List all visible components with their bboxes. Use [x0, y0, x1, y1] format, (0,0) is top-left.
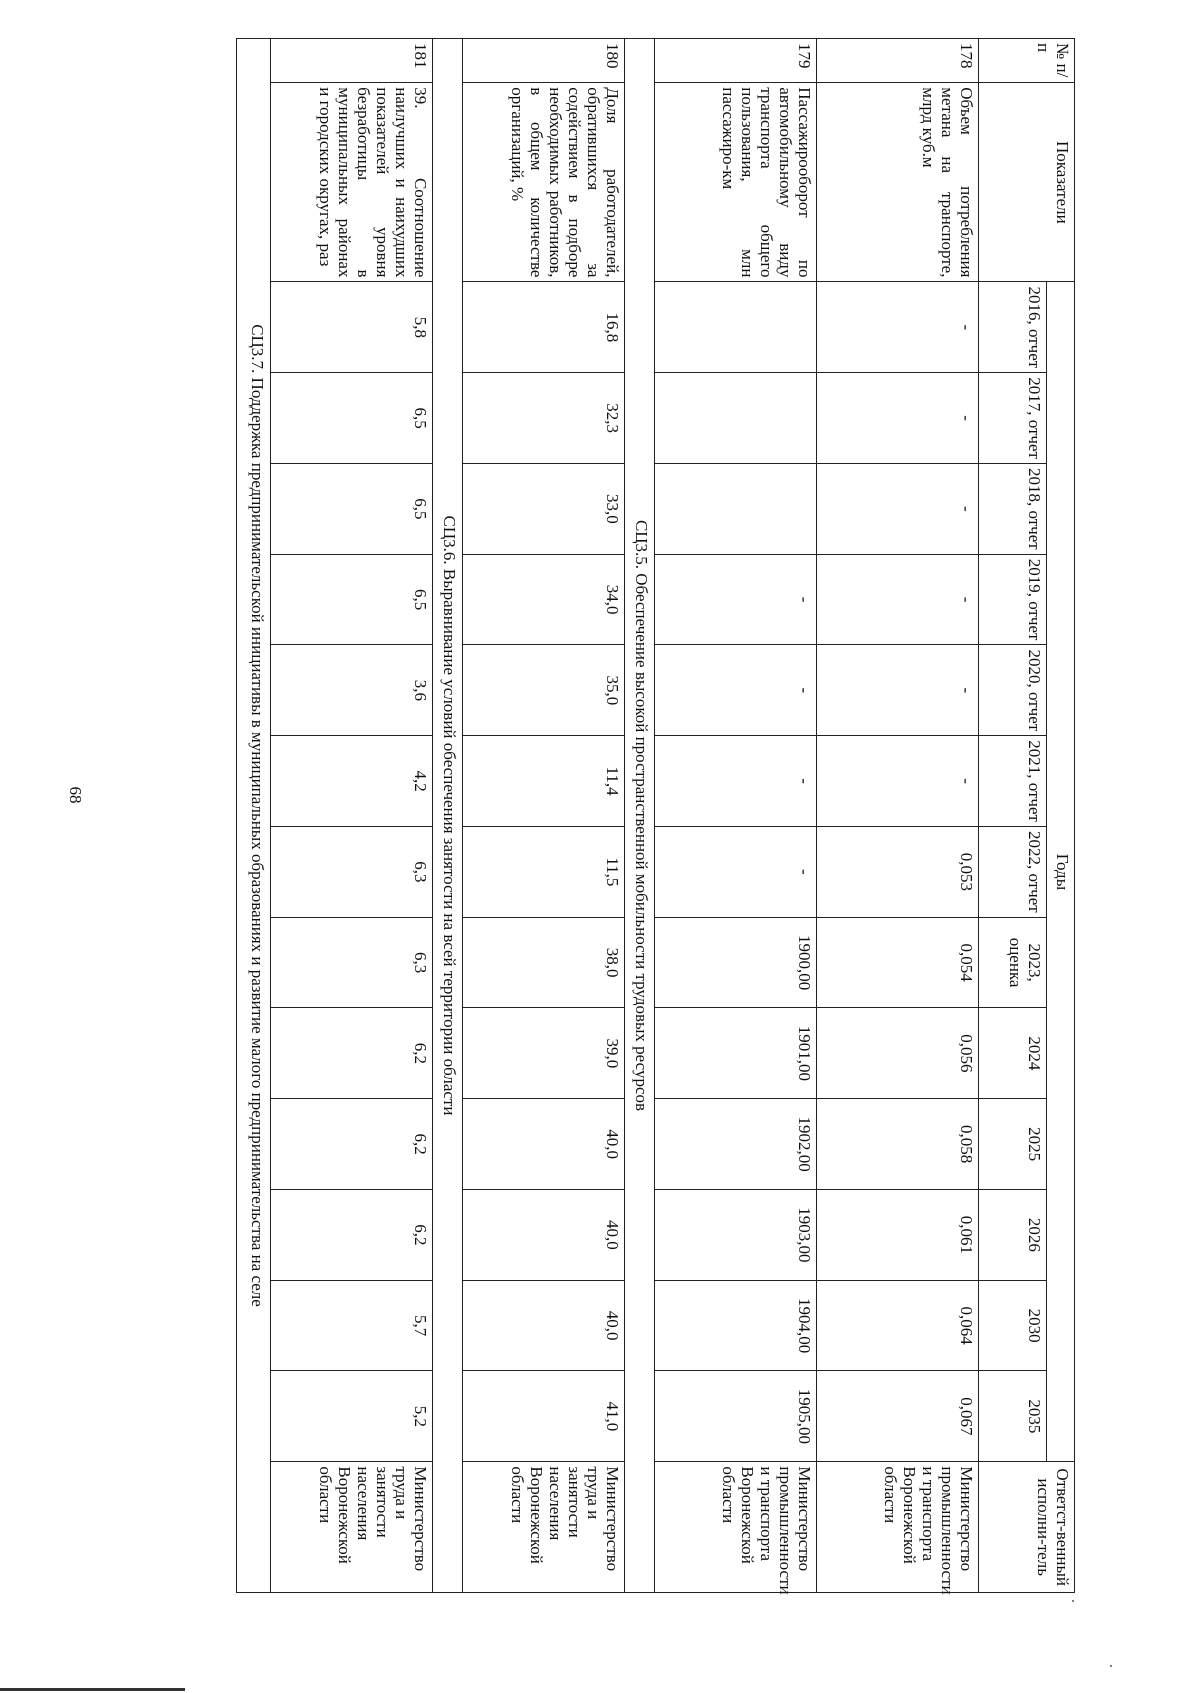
row-value: 0,064: [817, 1280, 979, 1371]
row-value: -: [817, 373, 979, 464]
header-years: Годы: [1047, 282, 1075, 1462]
table-row: [271, 39, 433, 1593]
row-value: [655, 373, 817, 464]
year-col-header: 2017, отчет: [979, 373, 1047, 464]
table-row: [655, 39, 817, 1593]
section-title: СЦ3.5. Обеспечение высокой пространственной мобильности трудовых ресурсов: [625, 39, 655, 1593]
row-value: 34,0: [463, 554, 625, 645]
row-value: 40,0: [463, 1189, 625, 1280]
indicators-table: [236, 38, 1075, 1593]
row-number: 179: [655, 39, 817, 83]
row-value: 1900,00: [655, 917, 817, 1008]
row-value: 1904,00: [655, 1280, 817, 1371]
row-value: 5,8: [271, 282, 433, 373]
year-col-header: 2024: [979, 1008, 1047, 1099]
row-responsible: Министерство промышленности и транспорта Воронежской области: [655, 1462, 817, 1593]
row-value: 38,0: [463, 917, 625, 1008]
year-col-header: 2026: [979, 1189, 1047, 1280]
row-value: 6,5: [271, 463, 433, 554]
row-value: 3,6: [271, 645, 433, 736]
year-col-header: 2030: [979, 1280, 1047, 1371]
row-value: 1902,00: [655, 1099, 817, 1190]
scan-edge-line: [0, 1688, 185, 1691]
table-row: [463, 39, 625, 1593]
row-value: 0,053: [817, 826, 979, 917]
row-value: 6,3: [271, 826, 433, 917]
year-col-header: 2016, отчет: [979, 282, 1047, 373]
row-number: 178: [817, 39, 979, 83]
row-value: 40,0: [463, 1099, 625, 1190]
row-responsible: Министерство промышленности и транспорта Воронежской области: [817, 1462, 979, 1593]
row-value: 5,7: [271, 1280, 433, 1371]
row-value: -: [817, 282, 979, 373]
row-value: 6,5: [271, 554, 433, 645]
row-value: 0,054: [817, 917, 979, 1008]
year-col-header: 2035: [979, 1371, 1047, 1462]
year-col-header: 2023, оценка: [979, 917, 1047, 1008]
year-col-header: 2025: [979, 1099, 1047, 1190]
row-value: 39,0: [463, 1008, 625, 1099]
row-value: -: [655, 736, 817, 827]
row-value: 0,058: [817, 1099, 979, 1190]
page-number: 68: [66, 786, 85, 804]
header-responsible: Ответст-венный исполни-тель: [979, 1462, 1075, 1593]
year-col-header: 2022, отчет: [979, 826, 1047, 917]
scan-speck: [1072, 1600, 1074, 1602]
row-value: -: [655, 826, 817, 917]
row-value: 5,2: [271, 1371, 433, 1462]
year-col-header: 2021, отчет: [979, 736, 1047, 827]
row-value: 33,0: [463, 463, 625, 554]
section-row: [237, 39, 271, 1593]
row-value: 4,2: [271, 736, 433, 827]
row-value: 32,3: [463, 373, 625, 464]
header-indicators: Показатели: [979, 83, 1075, 282]
row-value: -: [817, 463, 979, 554]
row-value: 6,3: [271, 917, 433, 1008]
row-value: 1903,00: [655, 1189, 817, 1280]
row-responsible: Министерство труда и занятости населения Воронежской области: [271, 1462, 433, 1593]
section-row: [433, 39, 463, 1593]
row-number: 180: [463, 39, 625, 83]
row-value: 1905,00: [655, 1371, 817, 1462]
row-value: 1901,00: [655, 1008, 817, 1099]
row-value: -: [817, 645, 979, 736]
section-row: [625, 39, 655, 1593]
header-no: № п/п: [979, 39, 1075, 83]
row-value: 16,8: [463, 282, 625, 373]
row-value: 0,056: [817, 1008, 979, 1099]
row-value: 40,0: [463, 1280, 625, 1371]
row-value: 0,061: [817, 1189, 979, 1280]
row-value: [655, 282, 817, 373]
table-header: [979, 39, 1075, 1593]
row-value: 6,2: [271, 1099, 433, 1190]
row-value: 41,0: [463, 1371, 625, 1462]
row-value: [655, 463, 817, 554]
row-value: 6,5: [271, 373, 433, 464]
row-value: -: [655, 645, 817, 736]
row-value: -: [817, 736, 979, 827]
row-value: -: [655, 554, 817, 645]
table-row: [817, 39, 979, 1593]
row-value: 6,2: [271, 1189, 433, 1280]
row-value: 35,0: [463, 645, 625, 736]
table-area: [120, 38, 1075, 1593]
row-value: 0,067: [817, 1371, 979, 1462]
row-value: 6,2: [271, 1008, 433, 1099]
row-indicator: 39. Соотношение наилучших и наихудших показателей уровня безработицы в муниципальных районах и городских округах, раз: [271, 83, 433, 282]
row-indicator: Доля работодателей, обратившихся за содействием в подборе необходимых работников, в общем количестве организаций, %: [463, 83, 625, 282]
year-col-header: 2018, отчет: [979, 463, 1047, 554]
row-value: 11,5: [463, 826, 625, 917]
section-title: СЦ3.7. Поддержка предпринимательской инициативы в муниципальных образованиях и развитие малого предпринимательства на селе: [237, 39, 271, 1593]
year-col-header: 2020, отчет: [979, 645, 1047, 736]
row-value: 11,4: [463, 736, 625, 827]
row-number: 181: [271, 39, 433, 83]
row-value: -: [817, 554, 979, 645]
rotated-table-frame: [120, 38, 1075, 1593]
year-col-header: 2019, отчет: [979, 554, 1047, 645]
scan-speck: [1110, 1665, 1112, 1667]
section-title: СЦ3.6. Выравнивание условий обеспечения занятости на всей территории области: [433, 39, 463, 1593]
row-indicator: Объем потребления метана на транспорте, млрд куб.м: [817, 83, 979, 282]
row-responsible: Министерство труда и занятости населения Воронежской области: [463, 1462, 625, 1593]
row-indicator: Пассажирооборот по автомобильному виду транспорта общего пользования, млн пассажиро-км: [655, 83, 817, 282]
